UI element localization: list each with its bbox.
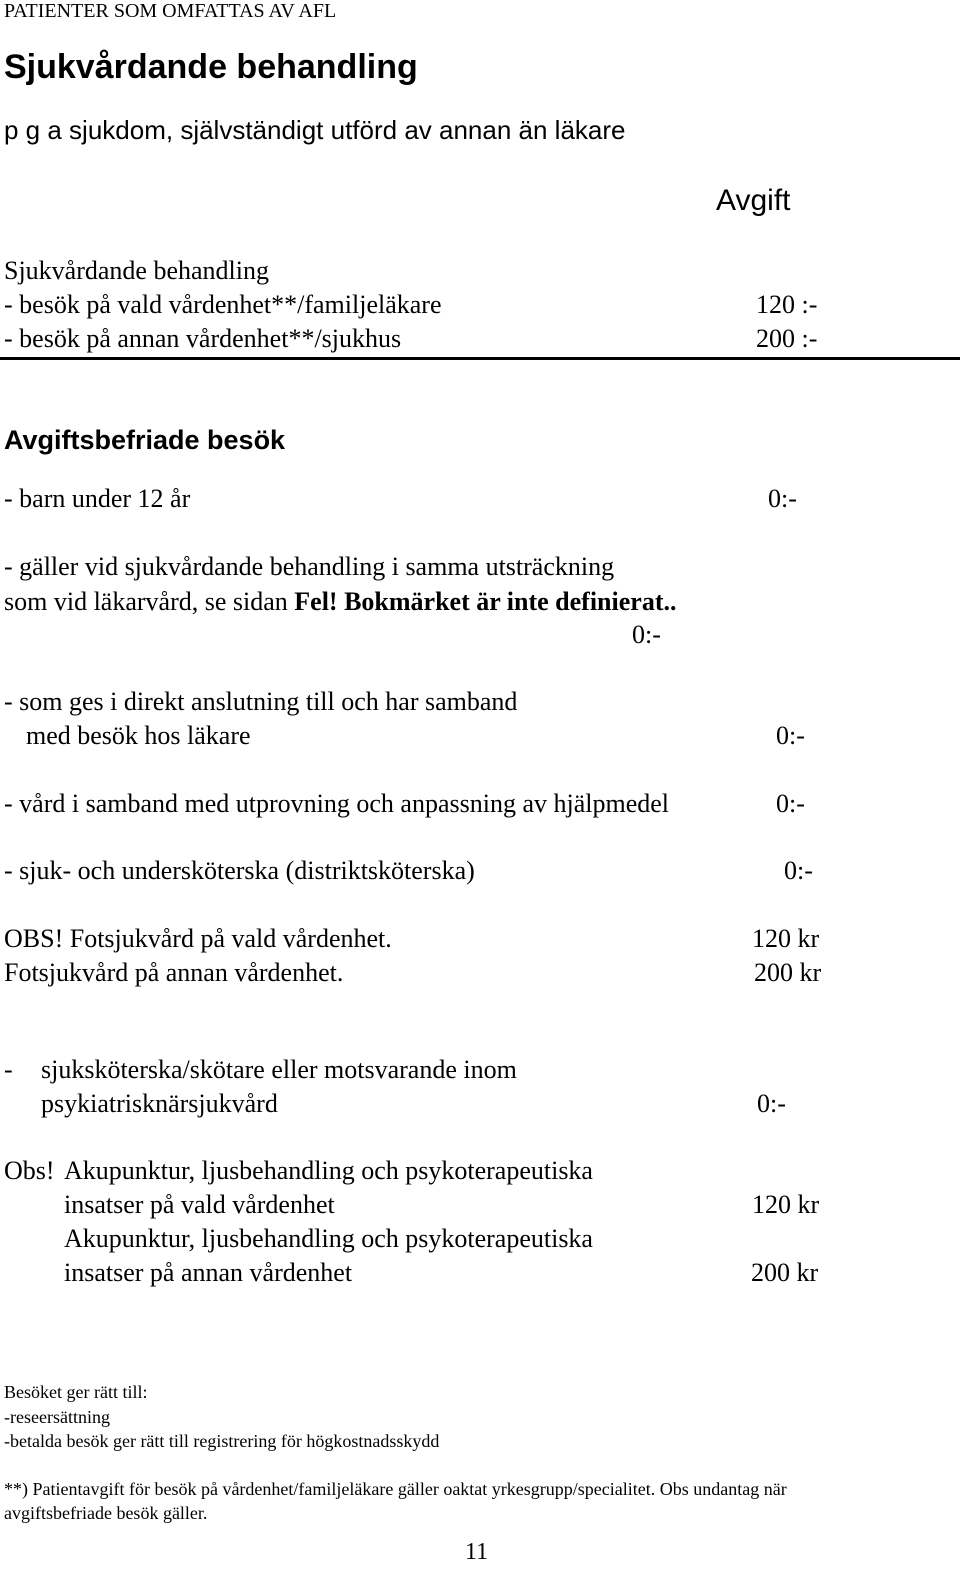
running-title: PATIENTER SOM OMFATTAS AV AFL <box>4 0 337 22</box>
page-number: 11 <box>465 1539 489 1565</box>
page-subtitle: p g a sjukdom, självständigt utförd av annan än läkare <box>4 115 626 145</box>
fee-row-value: 120 :- <box>756 290 818 319</box>
nurse-label: - sjuk- och undersköterska (distriktsköterska) <box>4 856 475 885</box>
footnote-line2: avgiftsbefriade besök gäller. <box>4 1503 208 1523</box>
aids-label: - vård i samband med utprovning och anpassning av hjälpmedel <box>4 789 670 818</box>
fee-row-value: 200 :- <box>756 324 818 353</box>
psych-line1: sjuksköterska/skötare eller motsvarande inom <box>41 1055 517 1084</box>
foot-care-value: 120 kr <box>752 924 820 953</box>
aids-value: 0:- <box>776 789 805 818</box>
psych-line2: psykiatrisknärsjukvård <box>41 1089 278 1118</box>
direct-value: 0:- <box>776 721 805 750</box>
children-label: - barn under 12 år <box>4 484 191 513</box>
therapy-value2: 200 kr <box>751 1258 819 1287</box>
therapy-value1: 120 kr <box>752 1190 820 1219</box>
fee-row-label: - besök på annan vårdenhet**/sjukhus <box>4 324 402 353</box>
same-scope-line1: - gäller vid sjukvårdande behandling i samma utsträckning <box>4 552 615 581</box>
nurse-value: 0:- <box>784 856 813 885</box>
section-divider <box>0 357 960 360</box>
fee-column-header: Avgift <box>716 184 791 217</box>
fees-heading: Sjukvårdande behandling <box>4 256 269 285</box>
fee-row-label: - besök på vald vårdenhet**/familjeläkare <box>4 290 442 319</box>
foot-care-value: 200 kr <box>754 958 822 987</box>
same-scope-value: 0:- <box>632 620 661 649</box>
foot-care-label: OBS! Fotsjukvård på vald vårdenhet. <box>4 924 392 953</box>
psych-value: 0:- <box>757 1089 786 1118</box>
therapy-prefix: Obs! <box>4 1156 55 1185</box>
footnote-line1: **) Patientavgift för besök på vårdenhet/familjeläkare gäller oaktat yrkesgrupp/specialitet. Obs undantag när <box>4 1479 787 1499</box>
same-scope-line2 <box>4 587 676 617</box>
direct-line2: med besök hos läkare <box>26 721 251 750</box>
page-title: Sjukvårdande behandling <box>4 48 418 86</box>
same-scope-text: som vid läkarvård, se sidan <box>4 587 295 616</box>
travel-note: -reseersättning <box>4 1407 110 1427</box>
bookmark-error: Fel! Bokmärket är inte definierat. <box>294 587 670 616</box>
children-value: 0:- <box>768 484 797 513</box>
therapy-line3: Akupunktur, ljusbehandling och psykoterapeutiska <box>64 1224 593 1253</box>
same-scope-end: . <box>669 587 677 616</box>
therapy-line4: insatser på annan vårdenhet <box>64 1258 353 1287</box>
high-cost-note: -betalda besök ger rätt till registrering för högkostnadsskydd <box>4 1431 440 1451</box>
free-visits-heading: Avgiftsbefriade besök <box>4 425 286 455</box>
foot-care-label: Fotsjukvård på annan vårdenhet. <box>4 958 344 987</box>
direct-line1: - som ges i direkt anslutning till och har samband <box>4 687 518 716</box>
therapy-line1: Akupunktur, ljusbehandling och psykoterapeutiska <box>64 1156 593 1185</box>
psych-dash: - <box>4 1055 13 1084</box>
entitles-heading: Besöket ger rätt till: <box>4 1382 148 1402</box>
therapy-line2: insatser på vald vårdenhet <box>64 1190 335 1219</box>
